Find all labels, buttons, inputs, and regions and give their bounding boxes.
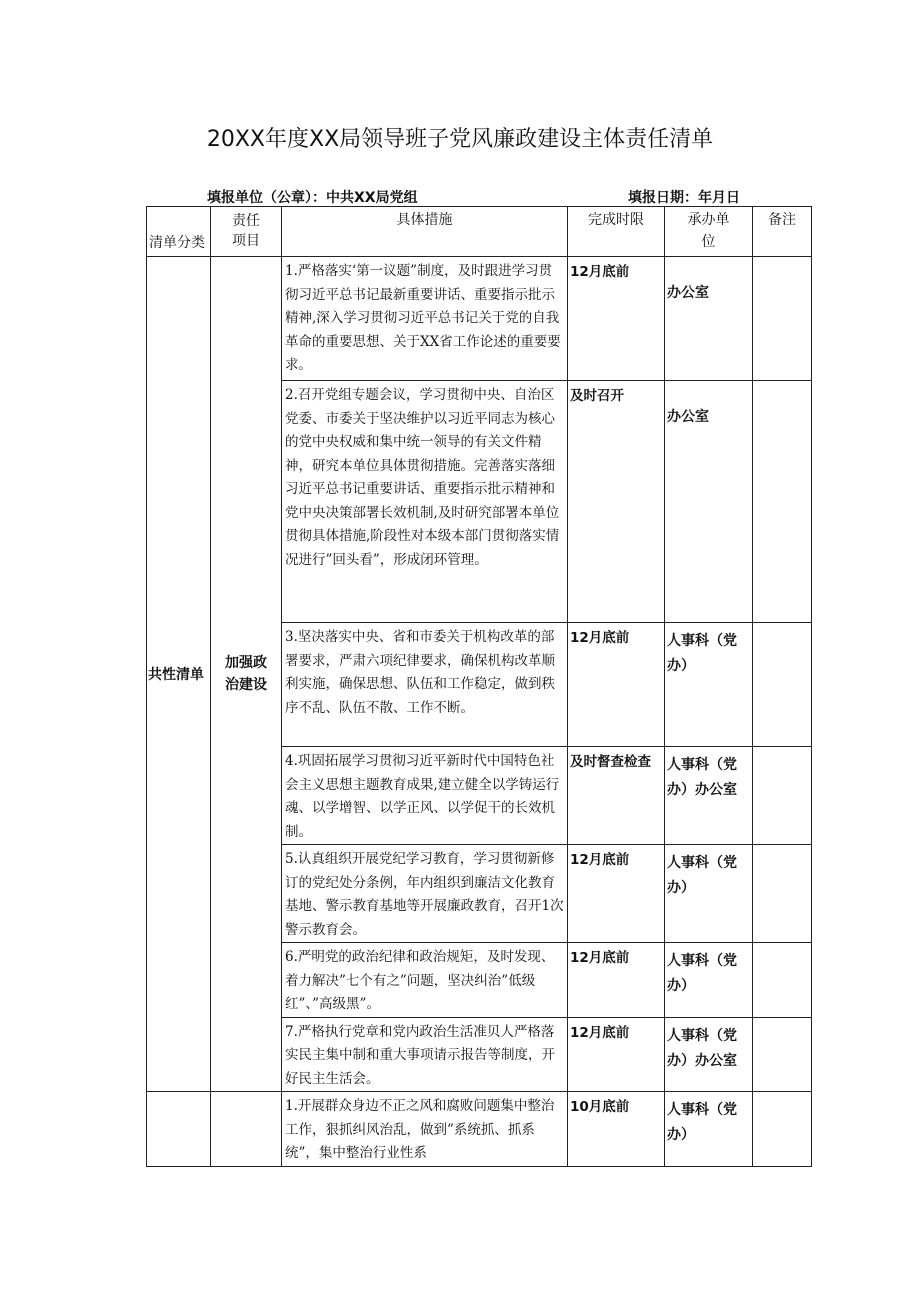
note-cell [753,747,812,845]
measure-cell: 5.认真组织开展党纪学习教育，学习贯彻新修订的党纪处分条例，年内组织到廉洁文化教育基地、警示教育基地等开展廉政教育，召开1次警示教育会。 [282,845,568,943]
note-cell [753,623,812,747]
unit-cell: 人事科（党办） [665,943,753,1018]
unit-cell: 办公室 [665,381,753,623]
header-unit-line1: 承办单 [687,212,730,228]
header-responsibility-line2: 项目 [232,233,260,249]
header-measures: 具体措施 [282,207,568,257]
note-cell [753,257,812,381]
header-notes: 备注 [753,207,812,257]
header-row [147,207,812,257]
table-row [147,257,812,381]
table-row [147,1092,812,1167]
measure-cell: 3.坚决落实中央、省和市委关于机构改革的部署要求，严肃六项纪律要求，确保机构改革顺利实施，确保思想、队伍和工作稳定，做到秩序不乱、队伍不散、工作不断。 [282,623,568,747]
header-unit [665,207,753,257]
deadline-cell: 12月底前 [568,845,665,943]
responsibility-line1: 加强政 [225,655,267,671]
unit-cell: 人事科（党办） [665,1092,753,1167]
measure-cell: 7.严格执行党章和党内政治生活准贝人严格落实民主集中制和重大事项请示报告等制度，开好民主生活会。 [282,1017,568,1092]
note-cell [753,381,812,623]
note-cell [753,845,812,943]
document-title: 20XX年度XX局领导班子党风廉政建设主体责任清单 [206,127,714,152]
reporting-date-label: 填报日期：年月日 [628,190,740,206]
deadline-cell: 及时召开 [568,381,665,623]
deadline-cell: 12月底前 [568,257,665,381]
deadline-cell: 12月底前 [568,1017,665,1092]
responsibility-cell-next [211,1092,282,1167]
deadline-cell: 及时督查检查 [568,747,665,845]
unit-cell: 办公室 [665,257,753,381]
note-cell [753,1092,812,1167]
category-cell: 共性清单 [147,257,211,1092]
responsibility-line2: 治建设 [225,677,267,693]
deadline-cell: 12月底前 [568,943,665,1018]
deadline-cell: 12月底前 [568,623,665,747]
measure-cell: 1.开展群众身边不正之风和腐败问题集中整治工作，狠抓纠风治乱，做到”系统抓、抓系统”，集中整治行业性系 [282,1092,568,1167]
unit-cell: 人事科（党办） [665,845,753,943]
unit-cell: 人事科（党办）办公室 [665,747,753,845]
header-responsibility-line1: 责任 [232,213,260,229]
reporting-unit-label: 填报单位（公章）：中共XX局党组 [207,190,418,206]
measure-cell: 2.召开党组专题会议，学习贯彻中央、自治区党委、市委关于坚决维护以习近平同志为核心的党中央权威和集中统一领导的有关文件精神，研究本单位具体贯彻措施。完善落实落细习近平总书记重要讲话、重要指示批示精神和党中央决策部署长效机制,及时研究部署本单位贯彻具体措施,阶段性对本级本部门贯彻落实情况进行”回头看”，形成闭环管理。 [282,381,568,623]
header-unit-line2: 位 [701,234,716,250]
header-responsibility [211,207,282,257]
unit-cell: 人事科（党办）办公室 [665,1017,753,1092]
note-cell [753,1017,812,1092]
category-cell-next [147,1092,211,1167]
measure-cell: 6.严明党的政治纪律和政治规矩，及时发现、着力解决”七个有之”问题，坚决纠治”低级红”、”高级黑”。 [282,943,568,1018]
responsibility-table [146,206,812,1167]
unit-cell: 人事科（党办） [665,623,753,747]
responsibility-cell [211,257,282,1092]
measure-cell: 4.巩固拓展学习贯彻习近平新时代中国特色社会主义思想主题教育成果,建立健全以学铸运行魂、以学增智、以学正风、以学促干的长效机制。 [282,747,568,845]
note-cell [753,943,812,1018]
header-deadline: 完成时限 [568,207,665,257]
deadline-cell: 10月底前 [568,1092,665,1167]
measure-cell: 1.严格落实‘第一议题”制度，及时跟进学习贯彻习近平总书记最新重要讲话、重要指示批示精神,深入学习贯彻习近平总书记关于党的自我革命的重要思想、关于XX省工作论述的重要要求。 [282,257,568,381]
header-category: 清单分类 [147,207,211,257]
